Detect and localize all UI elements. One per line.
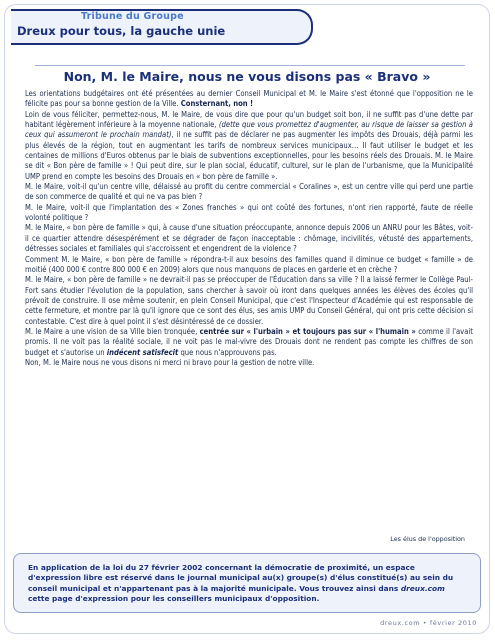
group-name: Dreux pour tous, la gauche unie — [17, 24, 226, 38]
paragraph: M. le Maire, voit-il que l'implantation des « Zones franches » qui ont coûté des fortunes, n'ont rien rapporté, faute de réelle volonté politique ? — [25, 202, 473, 223]
title-divider — [35, 65, 465, 66]
magazine-page — [4, 4, 490, 634]
paragraph: M. le Maire, « bon père de famille » qui, à cause d'une situation préoccupante, annonce depuis 2006 un ANRU pour les Bâtes, voit-il ce quartier attendre désespérément et se dégrader de façon inacceptable : chômage, incivilités, vétusté des appartements, détresses sociales et familiales qui s'accroissent et engendrent de la violence ? — [25, 223, 473, 254]
paragraph: Comment M. le Maire, « bon père de famille » répondra-t-il aux besoins des familles quand il diminue ce budget « famille » de moitié (400 000 € contre 800 000 € en 2009) alors que nous manquons de places en garderie et en crèche ? — [25, 254, 473, 274]
paragraph: Loin de vous féliciter, permettez-nous, M. le Maire, de vous dire que pour qu'un budget soit bon, il ne suffit pas d'une dette par habitant légèrement inférieure à la moyenne nationale, (dette que vous promettez d'augmenter, au risque de laisser sa gestion à ceux qui assumeront le prochain mandat), il ne suffit pas de déclarer ne pas augmenter les impôts des Drouais, déjà parmi les plus élevés de la région, tout en augmentant les tarifs de nombreux services municipaux… Il faut utiliser le budget et les centaines de millions d'Euros obtenus par le biais de subventions exceptionnelles, pour les besoins réels des Drouais. M. le Maire se dit « Bon père de famille » ! Qui peut dire, sur le plan social, éducatif, culturel, sur le plan de l'urbanisme, que la Municipalité UMP prend en compte les besoins des Drouais en « bon père de famille ». — [25, 109, 473, 181]
signature: Les élus de l'opposition — [390, 535, 465, 543]
paragraph: Non, M. le Maire nous ne vous disons ni merci ni bravo pour la gestion de notre ville. — [25, 357, 315, 367]
emphasis: indécent satisfecit — [106, 347, 179, 357]
italic-aside: (dette que vous promettez d'augmenter, au risque de laisser sa gestion à ceux qui assumeront le prochain mandat) — [25, 120, 473, 140]
page-footer: dreux.com • février 2010 — [380, 619, 477, 627]
header-band — [5, 5, 489, 49]
article-title: Non, M. le Maire, nous ne vous disons pas « Bravo » — [63, 69, 431, 84]
legal-notice-box — [13, 553, 481, 613]
legal-notice-text: En application de la loi du 27 février 2002 concernant la démocratie de proximité, un espace d'expression libre est réservé dans le journal municipal au(x) groupe(s) d'élus constitué(s) au sein du conseil municipal et n'appartenant pas à la majorité municipale. Vous trouvez ainsi dans dreux.com cette page d'expression pour les conseillers municipaux d'opposition. — [28, 563, 454, 604]
site-name: dreux.com — [400, 583, 445, 593]
paragraph: M. le Maire a une vision de sa Ville bien tronquée, centrée sur « l'urbain » et toujours pas sur « l'humain » comme il l'avait promis. Il ne voit pas la réalité sociale, il ne voit pas le mal-vivre des Drouais dont ne rendent pas compte les chiffres de son budget et s'autorise un indécent satisfecit que nous n'approuvons pas. — [25, 326, 473, 357]
paragraph: Les orientations budgétaires ont été présentées au dernier Conseil Municipal et M. le Maire s'est étonné que l'opposition ne le félicite pas pour sa bonne gestion de la Ville. Consternant, non ! — [25, 89, 473, 109]
paragraph: M. le Maire, « bon père de famille » ne devrait-il pas se préoccuper de l'Éducation dans sa ville ? Il a laissé fermer le Collège Paul-Fort sans étudier l'évolution de la population, sans chercher à savoir où iront dans quelques années les élèves des écoles qu'il prévoit de construire. Il ose même soutenir, en plein Conseil Municipal, que c'est l'Inspecteur d'Académie qui est responsable de cette fermeture, et montre par là qu'il ignore que ce sont des élus, ses amis UMP du Conseil Général, qui ont pris cette décision si contestable. C'est dire à quel point il s'est désintéressé de ce dossier. — [25, 275, 473, 326]
emphasis: Consternant, non ! — [180, 99, 254, 109]
paragraph: M. le Maire, voit-il qu'un centre ville, délaissé au profit du centre commercial « Coralines », est un centre ville qui perd une partie de son commerce de qualité et qui ne va pas bien ? — [25, 182, 473, 202]
article-body — [25, 89, 473, 368]
section-kicker: Tribune du Groupe — [81, 11, 184, 22]
emphasis: centrée sur « l'urbain » et toujours pas sur « l'humain » — [199, 326, 416, 336]
